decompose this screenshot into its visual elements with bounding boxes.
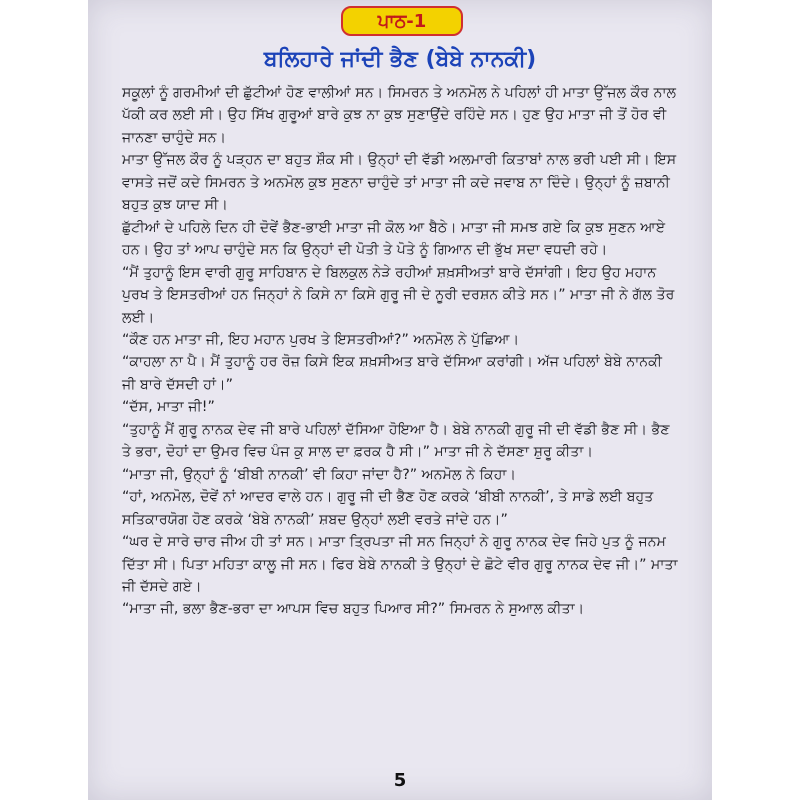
book-page [88, 0, 712, 800]
paragraph: “ਕਾਹਲਾ ਨਾ ਪੈ। ਮੈਂ ਤੁਹਾਨੂੰ ਹਰ ਰੋਜ਼ ਕਿਸੇ ਇਕ ਸ਼ਖ਼ਸੀਅਤ ਬਾਰੇ ਦੱਸਿਆ ਕਰਾਂਗੀ। ਅੱਜ ਪਹਿਲਾਂ ਬੇਬੇ ਨਾਨਕੀ ਜੀ ਬਾਰੇ ਦੱਸਦੀ ਹਾਂ।” [122, 354, 663, 393]
paragraph: “ਘਰ ਦੇ ਸਾਰੇ ਚਾਰ ਜੀਅ ਹੀ ਤਾਂ ਸਨ। ਮਾਤਾ ਤ੍ਰਿਪਤਾ ਜੀ ਸਨ ਜਿਨ੍ਹਾਂ ਨੇ ਗੁਰੂ ਨਾਨਕ ਦੇਵ ਜਿਹੇ ਪੁਤ ਨੂੰ ਜਨਮ ਦਿੱਤਾ ਸੀ। ਪਿਤਾ ਮਹਿਤਾ ਕਾਲੂ ਜੀ ਸਨ। ਫਿਰ ਬੇਬੇ ਨਾਨਕੀ ਤੇ ਉਨ੍ਹਾਂ ਦੇ ਛੋਟੇ ਵੀਰ ਗੁਰੂ ਨਾਨਕ ਦੇਵ ਜੀ।” ਮਾਤਾ ਜੀ ਦੱਸਦੇ ਗਏ। [122, 534, 678, 595]
paragraph: “ਕੌਣ ਹਨ ਮਾਤਾ ਜੀ, ਇਹ ਮਹਾਨ ਪੁਰਖ ਤੇ ਇਸਤਰੀਆਂ?” ਅਨਮੋਲ ਨੇ ਪੁੱਛਿਆ। [122, 331, 520, 348]
page-number: 5 [393, 770, 407, 791]
paragraph: “ਮਾਤਾ ਜੀ, ਭਲਾ ਭੈਣ-ਭਰਾ ਦਾ ਆਪਸ ਵਿਚ ਬਹੁਤ ਪਿਆਰ ਸੀ?” ਸਿਮਰਨ ਨੇ ਸੁਆਲ ਕੀਤਾ। [122, 601, 585, 618]
paragraph: “ਮੈਂ ਤੁਹਾਨੂੰ ਇਸ ਵਾਰੀ ਗੁਰੂ ਸਾਹਿਬਾਨ ਦੇ ਬਿਲਕੁਲ ਨੇੜੇ ਰਹੀਆਂ ਸ਼ਖ਼ਸੀਅਤਾਂ ਬਾਰੇ ਦੱਸਾਂਗੀ। ਇਹ ਉਹ ਮਹਾਨ ਪੁਰਖ ਤੇ ਇਸਤਰੀਆਂ ਹਨ ਜਿਨ੍ਹਾਂ ਨੇ ਕਿਸੇ ਨਾ ਕਿਸੇ ਗੁਰੂ ਜੀ ਦੇ ਨੂਰੀ ਦਰਸ਼ਨ ਕੀਤੇ ਸਨ।” ਮਾਤਾ ਜੀ ਨੇ ਗੱਲ ਤੋਰ ਲਈ। [122, 264, 675, 326]
paragraph: “ਦੱਸ, ਮਾਤਾ ਜੀ!” [122, 399, 215, 416]
paragraph: “ਮਾਤਾ ਜੀ, ਉਨ੍ਹਾਂ ਨੂੰ ‘ਬੀਬੀ ਨਾਨਕੀ’ ਵੀ ਕਿਹਾ ਜਾਂਦਾ ਹੈ?” ਅਨਮੋਲ ਨੇ ਕਿਹਾ। [122, 466, 517, 483]
chapter-body [122, 82, 678, 621]
paragraph: ਮਾਤਾ ਉੱਜਲ ਕੌਰ ਨੂੰ ਪੜ੍ਹਨ ਦਾ ਬਹੁਤ ਸ਼ੌਕ ਸੀ। ਉਨ੍ਹਾਂ ਦੀ ਵੱਡੀ ਅਲਮਾਰੀ ਕਿਤਾਬਾਂ ਨਾਲ ਭਰੀ ਪਈ ਸੀ। ਇਸ ਵਾਸਤੇ ਜਦੋਂ ਕਦੇ ਸਿਮਰਨ ਤੇ ਅਨਮੋਲ ਕੁਝ ਸੁਣਨਾ ਚਾਹੁੰਦੇ ਤਾਂ ਮਾਤਾ ਜੀ ਕਦੇ ਜਵਾਬ ਨਾ ਦਿੰਦੇ। ਉਨ੍ਹਾਂ ਨੂੰ ਜ਼ਬਾਨੀ ਬਹੁਤ ਕੁਝ ਯਾਦ ਸੀ। [122, 152, 677, 214]
paragraph: ਛੁੱਟੀਆਂ ਦੇ ਪਹਿਲੇ ਦਿਨ ਹੀ ਦੋਵੇਂ ਭੈਣ-ਭਾਈ ਮਾਤਾ ਜੀ ਕੋਲ ਆ ਬੈਠੇ। ਮਾਤਾ ਜੀ ਸਮਝ ਗਏ ਕਿ ਕੁਝ ਸੁਣਨ ਆਏ ਹਨ। ਉਹ ਤਾਂ ਆਪ ਚਾਹੁੰਦੇ ਸਨ ਕਿ ਉਨ੍ਹਾਂ ਦੀ ਪੋਤੀ ਤੇ ਪੋਤੇ ਨੂੰ ਗਿਆਨ ਦੀ ਭੁੱਖ ਸਦਾ ਵਧਦੀ ਰਹੇ। [122, 219, 666, 259]
paragraph: ਸਕੂਲਾਂ ਨੂੰ ਗਰਮੀਆਂ ਦੀ ਛੁੱਟੀਆਂ ਹੋਣ ਵਾਲੀਆਂ ਸਨ। ਸਿਮਰਨ ਤੇ ਅਨਮੋਲ ਨੇ ਪਹਿਲਾਂ ਹੀ ਮਾਤਾ ਉੱਜਲ ਕੌਰ ਨਾਲ ਪੱਕੀ ਕਰ ਲਈ ਸੀ। ਉਹ ਸਿੱਖ ਗੁਰੂਆਂ ਬਾਰੇ ਕੁਝ ਨਾ ਕੁਝ ਸੁਣਾਉਂਦੇ ਰਹਿੰਦੇ ਸਨ। ਹੁਣ ਉਹ ਮਾਤਾ ਜੀ ਤੋਂ ਹੋਰ ਵੀ ਜਾਨਣਾ ਚਾਹੁੰਦੇ ਸਨ। [122, 85, 677, 146]
paragraph: “ਤੁਹਾਨੂੰ ਮੈਂ ਗੁਰੂ ਨਾਨਕ ਦੇਵ ਜੀ ਬਾਰੇ ਪਹਿਲਾਂ ਦੱਸਿਆ ਹੋਇਆ ਹੈ। ਬੇਬੇ ਨਾਨਕੀ ਗੁਰੂ ਜੀ ਦੀ ਵੱਡੀ ਭੈਣ ਸੀ। ਭੈਣ ਤੇ ਭਰਾ, ਦੋਹਾਂ ਦਾ ਉਮਰ ਵਿਚ ਪੰਜ ਕੁ ਸਾਲ ਦਾ ਫ਼ਰਕ ਹੈ ਸੀ।” ਮਾਤਾ ਜੀ ਨੇ ਦੱਸਣਾ ਸ਼ੁਰੂ ਕੀਤਾ। [122, 421, 670, 461]
chapter-title: ਬਲਿਹਾਰੇ ਜਾਂਦੀ ਭੈਣ (ਬੇਬੇ ਨਾਨਕੀ) [263, 47, 537, 72]
lesson-badge: ਪਾਠ-1 [341, 6, 463, 36]
paragraph: “ਹਾਂ, ਅਨਮੋਲ, ਦੋਵੇਂ ਨਾਂ ਆਦਰ ਵਾਲੇ ਹਨ। ਗੁਰੂ ਜੀ ਦੀ ਭੈਣ ਹੋਣ ਕਰਕੇ ‘ਬੀਬੀ ਨਾਨਕੀ’, ਤੇ ਸਾਡੇ ਲਈ ਬਹੁਤ ਸਤਿਕਾਰਯੋਗ ਹੋਣ ਕਰਕੇ ‘ਬੇਬੇ ਨਾਨਕੀ’ ਸ਼ਬਦ ਉਨ੍ਹਾਂ ਲਈ ਵਰਤੇ ਜਾਂਦੇ ਹਨ।” [122, 489, 654, 528]
